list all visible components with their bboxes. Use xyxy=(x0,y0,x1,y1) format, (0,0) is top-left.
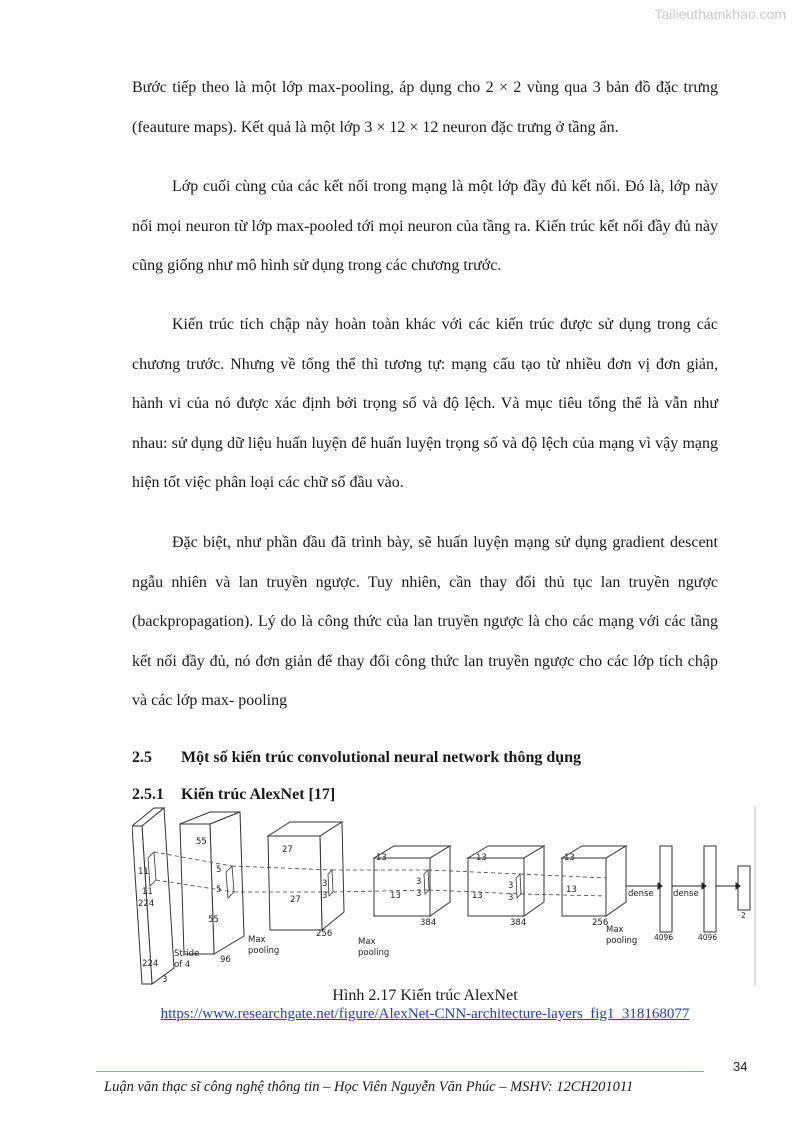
label-stride-value: of 4 xyxy=(174,960,191,970)
label-pool1b: pooling xyxy=(248,946,280,956)
output-block xyxy=(738,866,750,910)
label-conv3-k1: 3 xyxy=(416,877,422,887)
label-conv5-side: 13 xyxy=(566,885,577,895)
label-fc2: 4096 xyxy=(698,933,718,942)
paragraph-3: Kiến trúc tích chập này hoàn toàn khác với các kiến trúc được sử dụng trong các chương trước. Nhưng về tổng thể thì tương tự: mạng cấu tạo từ nhiều đơn vị đơn giản, hành vi của nó được xác định bởi trọng số và độ lệch. Và mục tiêu tổng thể là vẫn như nhau: sử dụng dữ liệu huấn luyện để huấn luyện trọng số và độ lệch của mạng vì vậy mạng hiện tốt việc phân loại các chữ số đầu vào. xyxy=(132,316,718,492)
subsection-number: 2.5.1 xyxy=(132,786,164,803)
label-conv4-k1: 3 xyxy=(508,881,514,891)
label-conv1-k2: 5 xyxy=(216,885,222,895)
label-pool3: Max xyxy=(606,925,624,935)
label-pool2: Max xyxy=(358,937,376,947)
label-input-depth: 3 xyxy=(162,975,168,985)
label-input-size: 224 xyxy=(138,899,155,909)
subsection-title: Kiến trúc AlexNet [17] xyxy=(181,786,336,803)
footer-divider xyxy=(96,1071,704,1072)
footer-text: Luận văn thạc sĩ công nghệ thông tin – Học Viên Nguyễn Văn Phúc – MSHV: 12CH201011 xyxy=(104,1079,634,1095)
label-stride: Stride xyxy=(174,949,200,959)
label-conv1-depth: 96 xyxy=(220,955,231,965)
watermark: Tailieuthamkhao.com xyxy=(654,6,786,22)
label-conv5-depth: 256 xyxy=(592,918,609,928)
label-conv3-k2: 3 xyxy=(416,889,422,899)
label-fc1: 4096 xyxy=(654,933,674,942)
section-number: 2.5 xyxy=(132,749,152,766)
label-pool2b: pooling xyxy=(358,948,390,958)
label-input-size-bottom: 224 xyxy=(142,959,159,969)
fc2-block xyxy=(704,846,716,932)
source-link[interactable]: https://www.researchgate.net/figure/AlexNet-CNN-architecture-layers_fig1_318168077 xyxy=(160,1006,690,1022)
label-conv1-side: 55 xyxy=(208,915,219,925)
conv1-block xyxy=(180,812,244,954)
paragraph-2: Lớp cuối cùng của các kết nối trong mạng là một lớp đầy đủ kết nối. Đó là, lớp này nối mọi neuron từ lớp max-pooled tới mọi neuron của tầng ra. Kiến trúc kết nối đầy đủ này cũng giống như mô hình sử dụng trong các chương trước. xyxy=(132,178,718,275)
label-conv5-top: 13 xyxy=(564,853,575,863)
label-conv2-k2: 3 xyxy=(322,891,328,901)
label-input-k2: 11 xyxy=(142,887,153,897)
label-dense1: dense xyxy=(628,889,654,899)
label-conv4-k2: 3 xyxy=(508,893,514,903)
label-conv4-top: 13 xyxy=(476,853,487,863)
figure-caption: Hình 2.17 Kiến trúc AlexNet xyxy=(332,987,518,1004)
label-conv1-k1: 5 xyxy=(216,865,222,875)
label-conv2-side: 27 xyxy=(290,895,301,905)
alexnet-diagram xyxy=(132,806,757,986)
subsection-heading xyxy=(132,786,335,804)
paragraph-4: Đặc biệt, như phần đầu đã trình bày, sẽ huấn luyện mạng sử dụng gradient descent ngẫu nhiên và lan truyền ngược. Tuy nhiên, cần thay đổi thủ tục lan truyền ngược (backpropagation). Lý do là công thức của lan truyền ngược là cho các mạng với các tầng kết nối đầy đủ, nó đơn giản để thay đổi công thức lan truyền ngược cho các lớp tích chập và các lớp max- pooling xyxy=(132,534,718,710)
label-conv3-side: 13 xyxy=(390,891,401,901)
section-heading xyxy=(132,749,581,767)
label-dense2: dense xyxy=(673,889,699,899)
label-conv4-side: 13 xyxy=(472,891,483,901)
label-conv3-top: 13 xyxy=(376,853,387,863)
label-conv2-depth: 256 xyxy=(316,929,333,939)
label-conv2-top: 27 xyxy=(282,845,293,855)
label-conv1-top: 55 xyxy=(196,837,207,847)
section-title: Một số kiến trúc convolutional neural network thông dụng xyxy=(181,749,582,766)
label-pool1: Max xyxy=(248,935,266,945)
label-output: 2 xyxy=(741,911,746,920)
label-pool3b: pooling xyxy=(606,936,638,946)
label-conv3-depth: 384 xyxy=(420,918,437,928)
label-conv2-k1: 3 xyxy=(322,879,328,889)
page-number: 34 xyxy=(733,1059,748,1074)
input-layer-block xyxy=(132,808,174,984)
label-input-k1: 11 xyxy=(138,867,149,877)
label-conv4-depth: 384 xyxy=(510,918,527,928)
paragraph-1: Bước tiếp theo là một lớp max-pooling, áp dụng cho 2 × 2 vùng qua 3 bản đồ đặc trưng (feauture maps). Kết quả là một lớp 3 × 12 × 12 neuron đặc trưng ở tầng ẩn. xyxy=(132,79,718,136)
fc1-block xyxy=(660,846,672,932)
